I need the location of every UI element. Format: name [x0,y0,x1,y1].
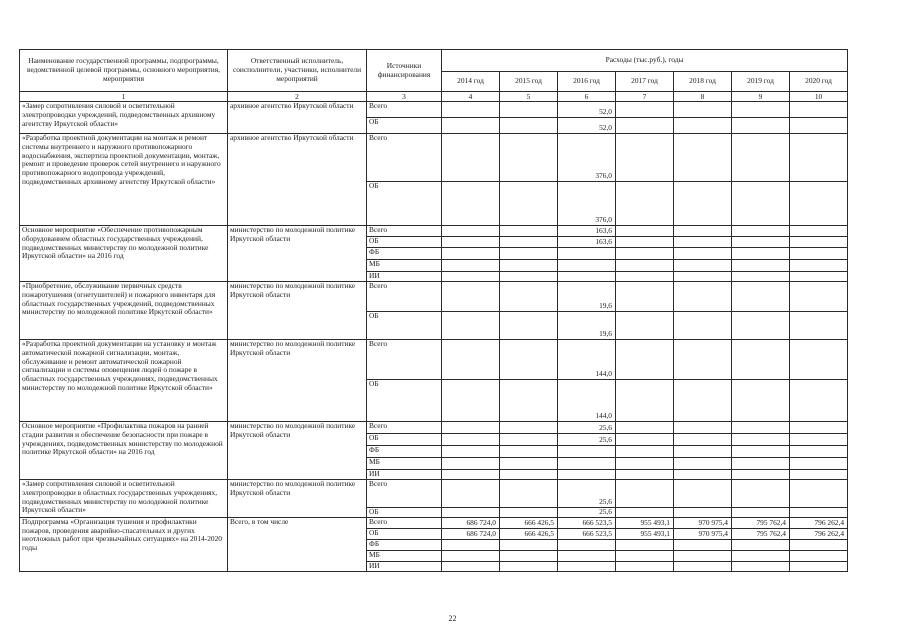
expense-value [442,380,500,422]
expense-value [790,312,848,340]
expense-value [732,260,790,272]
expense-value [500,226,558,237]
responsible-executor: архивное агентство Иркутской области [228,102,367,134]
expense-value: 52,0 [558,118,616,134]
expense-value [790,422,848,434]
expense-value: 666 523,5 [558,528,616,539]
header-year: 2016 год [558,72,616,92]
expense-value [442,480,500,508]
funding-source: МБ [367,458,442,470]
expense-value [500,237,558,248]
expense-value [616,508,674,518]
expense-value: 686 724,0 [442,517,500,528]
expense-value [790,182,848,226]
expense-value [674,550,732,561]
activity-name: Основное мероприятие «Профилактика пожаров на ранней стадии развития и обеспечение безопасности при пожаре в учреждениях, подведомственных министерству по молодежной политике Иркутской области» на 2016 год [20,422,228,480]
header-name: Наименование государственной программы, подпрограммы, ведомственной целевой программы, основного мероприятия, мероприятия [20,50,228,92]
expense-value [674,380,732,422]
expense-value [732,458,790,470]
expense-value [790,282,848,312]
responsible-executor: архивное агентство Иркутской области [228,134,367,226]
expense-value [500,550,558,561]
expense-value [616,458,674,470]
expense-value [442,458,500,470]
expense-value: 796 262,4 [790,528,848,539]
funding-source: Всего [367,102,442,118]
funding-source: ИИ [367,561,442,571]
funding-source: ОБ [367,182,442,226]
activity-name: «Замер сопротивления силовой и осветительной электропроводки учреждений, подведомственных архивному агентству Иркутской области» [20,102,228,134]
expense-value [442,272,500,282]
header-year: 2018 год [674,72,732,92]
expense-value [790,434,848,446]
expense-value [500,282,558,312]
expense-value [442,446,500,458]
funding-source: ОБ [367,118,442,134]
activity-name: «Приобретение, обслуживание первичных средств пожаротушения (огнетушителей) и пожарного инвентаря для областных государственных учреждений, подведомственных министерству по молодежной политике Иркутской области» [20,282,228,340]
expense-value [616,102,674,118]
funding-source: ИИ [367,470,442,480]
expense-value [790,458,848,470]
expense-value: 955 493,1 [616,528,674,539]
expense-value [558,248,616,260]
expense-value [500,434,558,446]
activity-name: «Разработка проектной документации на установку и монтаж автоматической пожарной сигнализации, монтаж, обслуживание и ремонт автоматической пожарной сигнализации и системы оповещения людей о пожаре в областных государственных учреждениях, подведомственных министерству по молодежной политике Иркутской области» [20,340,228,422]
expense-value [500,272,558,282]
expense-value [500,102,558,118]
expense-value [790,102,848,118]
expense-value [674,480,732,508]
expense-value [732,380,790,422]
table-row [20,282,848,312]
header-source: Источники финансирования [367,50,442,92]
expense-value: 25,6 [558,480,616,508]
expense-value [732,182,790,226]
funding-source: ОБ [367,434,442,446]
column-number: 6 [558,92,616,102]
funding-source: Всего [367,134,442,182]
expense-value [442,282,500,312]
expense-value [442,561,500,571]
table-row [20,517,848,528]
expense-value [500,508,558,518]
expense-value [674,248,732,260]
expense-value [732,434,790,446]
expense-value [442,226,500,237]
expense-value [616,470,674,480]
expense-value [616,434,674,446]
expense-value: 666 426,5 [500,517,558,528]
expense-value [790,272,848,282]
column-number: 1 [20,92,228,102]
header-year: 2015 год [500,72,558,92]
table-row [20,480,848,508]
expense-value [616,237,674,248]
expense-value: 666 523,5 [558,517,616,528]
responsible-executor: министерство по молодежной политике Иркутской области [228,422,367,480]
expense-value [500,182,558,226]
expense-value: 19,6 [558,282,616,312]
expense-value: 666 426,5 [500,528,558,539]
expense-value [732,340,790,380]
expense-value: 376,0 [558,134,616,182]
table-body [20,102,848,572]
expense-value: 795 762,4 [732,517,790,528]
funding-source: МБ [367,260,442,272]
expense-value [790,134,848,182]
expense-value: 970 975,4 [674,517,732,528]
expense-value [790,248,848,260]
expense-value [790,446,848,458]
expense-value: 955 493,1 [616,517,674,528]
expense-value [790,539,848,550]
expense-value [616,272,674,282]
expense-value [442,550,500,561]
expense-value: 19,6 [558,312,616,340]
column-number: 3 [367,92,442,102]
expense-value [616,248,674,260]
expense-value [674,134,732,182]
expense-value [616,380,674,422]
expense-value [732,312,790,340]
activity-name: «Замер сопротивления силовой и осветительной электропроводки в областных государственных учреждениях, подведомственных министерству по молодежной политике Иркутской области» [20,480,228,518]
expense-value [442,260,500,272]
expense-value [732,480,790,508]
expense-value [732,102,790,118]
header-expenses: Расходы (тыс.руб.), годы [442,50,848,72]
funding-source: Всего [367,517,442,528]
expenditure-table [19,49,848,572]
expense-value [558,260,616,272]
expense-value [442,134,500,182]
responsible-executor: министерство по молодежной политике Иркутской области [228,226,367,282]
expense-value [616,539,674,550]
expense-value [442,539,500,550]
column-number: 9 [732,92,790,102]
expense-value [442,237,500,248]
page-number: 22 [448,614,457,623]
expense-value [500,458,558,470]
funding-source: ФБ [367,446,442,458]
expense-value [674,282,732,312]
expense-value: 376,0 [558,182,616,226]
expense-value [790,550,848,561]
expense-value [732,118,790,134]
column-number: 2 [228,92,367,102]
expense-value [790,237,848,248]
expense-value [732,446,790,458]
expense-value [732,550,790,561]
expense-value [674,422,732,434]
expense-value: 144,0 [558,340,616,380]
expense-value [674,312,732,340]
column-number: 10 [790,92,848,102]
table-row [20,134,848,182]
expense-value [616,182,674,226]
expense-value [790,118,848,134]
expense-value: 163,6 [558,226,616,237]
funding-source: ОБ [367,312,442,340]
expense-value: 686 724,0 [442,528,500,539]
funding-source: ОБ [367,528,442,539]
expense-value [442,340,500,380]
header-year: 2014 год [442,72,500,92]
expense-value [790,380,848,422]
funding-source: МБ [367,550,442,561]
expense-value [500,480,558,508]
expense-value [558,458,616,470]
expense-value [500,380,558,422]
expense-value [616,260,674,272]
expense-value [732,237,790,248]
table-row [20,102,848,118]
expense-value [500,446,558,458]
responsible-executor: министерство по молодежной политике Иркутской области [228,480,367,518]
expense-value [558,550,616,561]
responsible-executor: министерство по молодежной политике Иркутской области [228,282,367,340]
expense-value [442,248,500,260]
expense-value [442,434,500,446]
expense-value [732,248,790,260]
expense-value: 970 975,4 [674,528,732,539]
expense-value [616,226,674,237]
column-number: 7 [616,92,674,102]
expense-value [616,446,674,458]
expense-value [732,539,790,550]
expense-value [674,260,732,272]
expense-value [790,260,848,272]
column-number: 8 [674,92,732,102]
expense-value [790,340,848,380]
funding-source: ИИ [367,272,442,282]
expense-value [442,312,500,340]
expense-value [442,422,500,434]
expense-value [558,539,616,550]
expense-value [790,561,848,571]
expense-value [442,182,500,226]
expense-value: 52,0 [558,102,616,118]
column-number: 5 [500,92,558,102]
expense-value [674,561,732,571]
expense-value [732,226,790,237]
table-row [20,226,848,237]
funding-source: Всего [367,422,442,434]
expense-value [558,446,616,458]
expense-value [442,102,500,118]
expense-value [500,260,558,272]
expense-value [500,340,558,380]
table-row [20,422,848,434]
expense-value [732,422,790,434]
expense-value [674,182,732,226]
activity-name: «Разработка проектной документации на монтаж и ремонт системы внутреннего и наружного противопожарного водоснабжения, экспертиза проектной документации, монтаж, ремонт и проведение проверок сетей внутреннего и наружного противопожарного водопровода учреждений, подведомственных архивному агентству Иркутской области» [20,134,228,226]
header-executor: Ответственный исполнитель, соисполнители, участники, исполнители мероприятий [228,50,367,92]
expense-value [616,134,674,182]
funding-source: ОБ [367,237,442,248]
expense-value: 25,6 [558,434,616,446]
expense-value [500,134,558,182]
expense-value [558,272,616,282]
expense-value [442,118,500,134]
expense-value [790,508,848,518]
expense-value [732,272,790,282]
expense-value [558,561,616,571]
expense-value [790,470,848,480]
expense-value [442,508,500,518]
expense-value [500,470,558,480]
expense-value [558,470,616,480]
expense-value [732,282,790,312]
expense-value [674,237,732,248]
expense-value [616,340,674,380]
activity-name: Основное мероприятие «Обеспечение противопожарным оборудованием областных государственных учреждений, подведомственных министерству по молодежной политике Иркутской области» на 2016 год [20,226,228,282]
responsible-executor: Всего, в том числе [228,517,367,571]
expense-value [674,340,732,380]
expense-value [616,561,674,571]
expense-value: 144,0 [558,380,616,422]
expense-value [674,434,732,446]
funding-source: Всего [367,480,442,508]
expense-value [616,480,674,508]
expense-value [500,312,558,340]
expense-value [674,508,732,518]
funding-source: ОБ [367,508,442,518]
expense-value: 163,6 [558,237,616,248]
header-year: 2020 год [790,72,848,92]
activity-name: Подпрограмма «Организация тушения и профилактики пожаров, проведения аварийно-спасательных и других неотложных работ при чрезвычайных ситуациях» на 2014-2020 годы [20,517,228,571]
expense-value: 796 262,4 [790,517,848,528]
expense-value [732,561,790,571]
expense-value: 25,6 [558,508,616,518]
funding-source: ОБ [367,380,442,422]
funding-source: ФБ [367,539,442,550]
responsible-executor: министерство по молодежной политике Иркутской области [228,340,367,422]
expense-value [732,508,790,518]
expense-value [790,480,848,508]
table-row [20,340,848,380]
expense-value [500,118,558,134]
header-year: 2019 год [732,72,790,92]
expense-value: 25,6 [558,422,616,434]
expense-value: 795 762,4 [732,528,790,539]
column-numbers-row [20,92,848,102]
expense-value [674,446,732,458]
expense-value [674,458,732,470]
expense-value [674,272,732,282]
expense-value [500,561,558,571]
funding-source: Всего [367,282,442,312]
expense-value [674,226,732,237]
expense-value [732,470,790,480]
expense-value [790,226,848,237]
header-year: 2017 год [616,72,674,92]
expense-value [442,470,500,480]
expense-value [616,422,674,434]
expense-value [616,312,674,340]
expense-value [674,102,732,118]
expense-value [500,422,558,434]
expense-value [674,539,732,550]
funding-source: ФБ [367,248,442,260]
expense-value [500,539,558,550]
expense-value [674,470,732,480]
expense-value [500,248,558,260]
expense-value [616,550,674,561]
column-number: 4 [442,92,500,102]
expense-value [616,118,674,134]
funding-source: Всего [367,340,442,380]
expense-value [732,134,790,182]
expense-value [674,118,732,134]
expense-value [616,282,674,312]
funding-source: Всего [367,226,442,237]
